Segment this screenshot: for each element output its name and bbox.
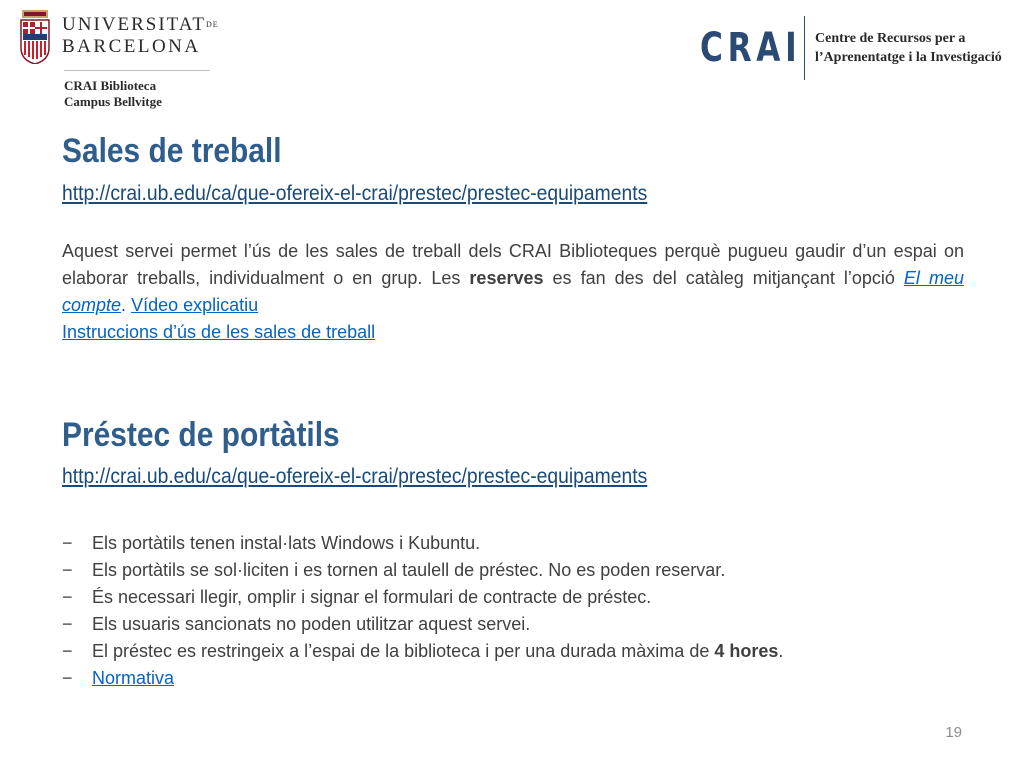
bullet-dash: − [62,668,73,688]
crai-logo [700,16,1002,80]
bullet-dash: − [62,533,73,553]
crai-biblioteca-label: CRAI Biblioteca [64,78,157,93]
portatils-bullet-list [62,530,783,692]
crai-logo-text: CRAI [700,25,802,71]
bullet-text: Els portàtils tenen instal·lats Windows i Kubuntu. [92,533,481,553]
ub-name-de: DE [205,20,219,29]
page-number: 19 [945,724,962,741]
normativa-link[interactable]: Normativa [92,668,175,688]
bullet-text: Els usuaris sancionats no poden utilitzar aquest servei. [92,614,531,634]
bullet-dash: − [62,560,73,580]
bullet-text-after: . [778,641,784,661]
instruccions-link[interactable]: Instruccions d’ús de les sales de treball [62,322,376,342]
crai-tagline-line1: Centre de Recursos per a [815,31,966,46]
section1-text-before: Aquest servei permet l’ús de les sales de treball dels CRAI Biblioteques perquè pugueu gaudir d’un espai on elaborar treballs, individualment o en grup. Les [62,241,964,288]
section1-period: . [121,295,127,315]
section1-url-link[interactable]: http://crai.ub.edu/ca/que-ofereix-el-crai/prestec/prestec-equipaments [62,182,648,205]
bullet-dash: − [62,641,73,661]
bullet-dash: − [62,587,73,607]
list-item [62,611,783,638]
ub-logo [18,10,219,64]
ub-name-line2: BARCELONA [62,36,201,57]
section-title-prestec-portatils: Préstec de portàtils [62,416,340,454]
section1-text-bold: reserves [469,268,544,288]
bullet-text-bold: 4 hores [714,641,779,661]
ub-name-line1: UNIVERSITAT [62,14,206,35]
crai-logo-divider [804,16,805,80]
list-item [62,530,783,557]
bullet-text: Els portàtils se sol·liciten i es tornen al taulell de préstec. No es poden reservar. [92,560,726,580]
library-name [64,78,162,110]
bullet-text-before: El préstec es restringeix a l’espai de la biblioteca i per una durada màxima de [92,641,715,661]
list-item [62,584,783,611]
section-title-sales-de-treball: Sales de treball [62,132,282,170]
video-explicatiu-link[interactable]: Vídeo explicatiu [131,295,259,315]
section2-url-link[interactable]: http://crai.ub.edu/ca/que-ofereix-el-crai/prestec/prestec-equipaments [62,465,648,488]
ub-shield-icon [18,10,52,64]
bullet-dash: − [62,614,73,634]
section1-description [62,238,964,346]
section1-text-after: es fan des del catàleg mitjançant l’opció [543,268,904,288]
crai-tagline-line2: l’Aprenentatge i la Investigació [815,50,1002,65]
bullet-text: És necessari llegir, omplir i signar el formulari de contracte de préstec. [92,587,652,607]
crai-tagline [815,29,1002,67]
list-item [62,665,783,692]
list-item [62,557,783,584]
header-divider [64,70,210,71]
el-meu-compte-link[interactable]: El meu compte [62,268,964,315]
campus-label: Campus Bellvitge [64,94,162,109]
list-item [62,638,783,665]
